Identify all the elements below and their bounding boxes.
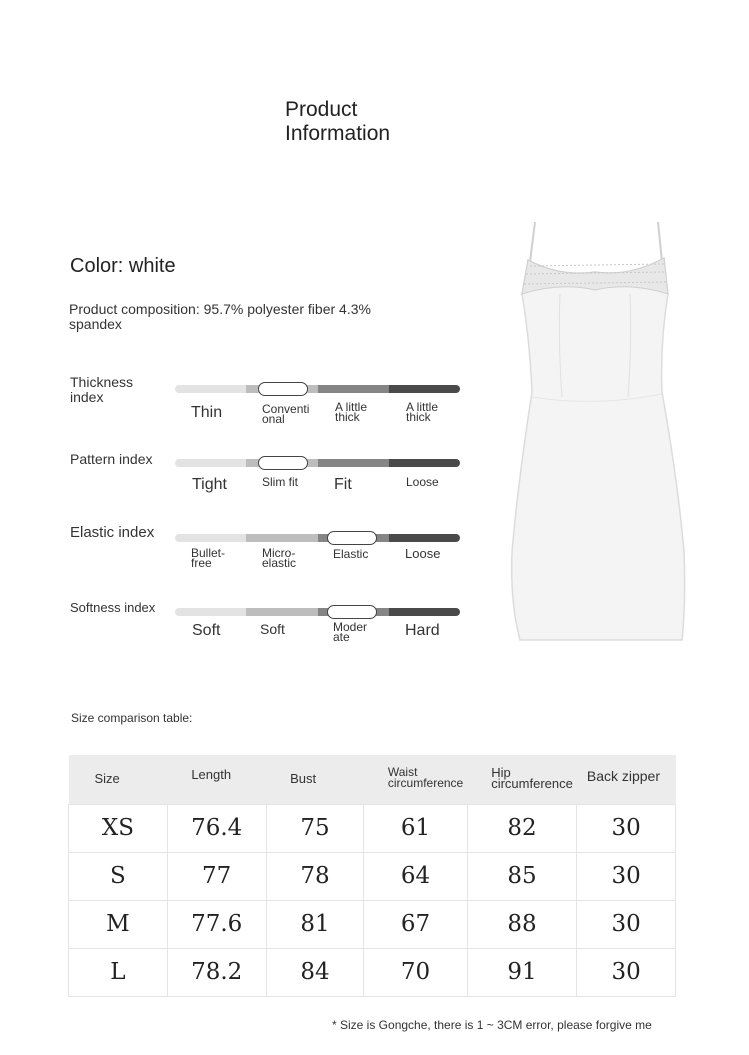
option-label: Soft — [192, 622, 221, 639]
index-marker — [327, 605, 377, 619]
index-label: Thickness index — [70, 374, 134, 405]
index-bar — [175, 608, 460, 616]
table-cell: M — [69, 900, 168, 948]
table-cell: 77 — [167, 852, 266, 900]
softness-index-row — [0, 600, 470, 660]
table-header: Size — [69, 755, 168, 804]
table-cell: 30 — [577, 852, 676, 900]
option-label: Loose — [405, 546, 441, 561]
size-table — [68, 755, 676, 997]
option-label: Hard — [405, 622, 440, 639]
table-header: Bust — [266, 755, 364, 804]
elastic-index-row — [0, 525, 470, 585]
table-cell: L — [69, 948, 168, 996]
footnote: * Size is Gongche, there is 1 ~ 3CM error, please forgive me — [332, 1018, 652, 1032]
option-label: Thin — [191, 404, 223, 421]
table-row — [69, 852, 676, 900]
table-header: Hip circumference — [467, 755, 577, 804]
table-cell: 91 — [467, 948, 577, 996]
page-title — [285, 98, 390, 146]
index-bar — [175, 385, 460, 393]
table-cell: 81 — [266, 900, 364, 948]
table-cell: 82 — [467, 804, 577, 852]
option-label: Conventi onal — [262, 402, 310, 426]
option-label: A little thick — [335, 400, 368, 424]
title-line-2: Information — [285, 122, 391, 145]
table-cell: 30 — [577, 804, 676, 852]
index-marker — [258, 382, 308, 396]
table-cell: 70 — [364, 948, 467, 996]
option-label: Slim fit — [262, 475, 298, 489]
option-label: Fit — [334, 476, 352, 493]
table-header: Back zipper — [577, 755, 676, 804]
option-label: Soft — [260, 621, 285, 637]
table-cell: XS — [69, 804, 168, 852]
dress-image — [500, 222, 690, 642]
index-bar — [175, 459, 460, 467]
index-label: Elastic index — [70, 524, 155, 541]
table-cell: 67 — [364, 900, 467, 948]
thickness-index-row — [0, 375, 470, 435]
index-label: Softness index — [70, 600, 156, 615]
title-line-1: Product — [285, 98, 358, 121]
option-label: Loose — [406, 475, 439, 489]
table-header-row — [69, 755, 676, 804]
table-header: Length — [167, 755, 266, 804]
table-cell: 77.6 — [167, 900, 266, 948]
index-bar — [175, 534, 460, 542]
composition-text: Product composition: 95.7% polyester fiber 4.3% spandex — [69, 301, 371, 332]
color-text: Color: white — [70, 255, 176, 277]
table-row — [69, 900, 676, 948]
index-marker — [327, 531, 377, 545]
table-cell: 78.2 — [167, 948, 266, 996]
table-cell: 76.4 — [167, 804, 266, 852]
option-label: Tight — [192, 476, 227, 493]
index-label: Pattern index — [70, 451, 153, 467]
table-cell: 85 — [467, 852, 577, 900]
option-label: A little thick — [406, 400, 439, 424]
option-label: Bullet-free — [191, 546, 226, 570]
table-cell: 78 — [266, 852, 364, 900]
option-label: Elastic — [333, 547, 369, 561]
table-cell: 61 — [364, 804, 467, 852]
size-table-caption: Size comparison table: — [71, 711, 193, 725]
table-cell: 30 — [577, 900, 676, 948]
table-cell: 30 — [577, 948, 676, 996]
table-cell: 84 — [266, 948, 364, 996]
option-label: Moder ate — [333, 620, 368, 644]
table-cell: S — [69, 852, 168, 900]
table-cell: 75 — [266, 804, 364, 852]
table-cell: 88 — [467, 900, 577, 948]
index-marker — [258, 456, 308, 470]
table-row — [69, 804, 676, 852]
table-header: Waist circumference — [364, 755, 467, 804]
pattern-index-row — [0, 452, 470, 512]
table-cell: 64 — [364, 852, 467, 900]
option-label: Micro-elastic — [262, 546, 297, 570]
table-row — [69, 948, 676, 996]
